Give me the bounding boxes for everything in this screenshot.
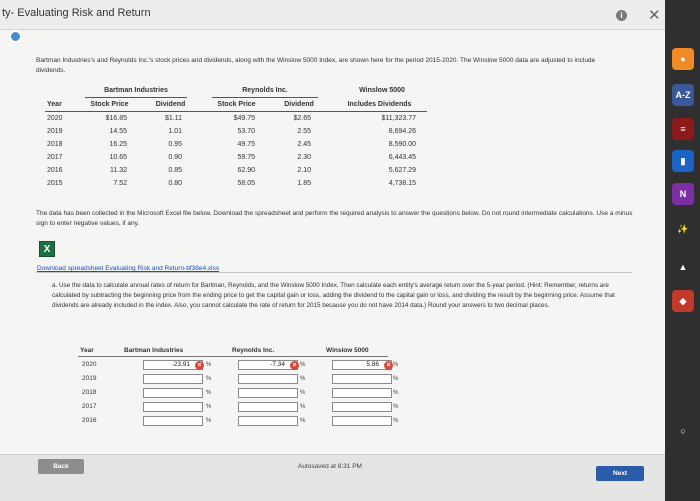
grades-app-icon[interactable]: ≡ <box>672 118 694 140</box>
table-cell: 5,627.29 <box>388 167 416 174</box>
incorrect-icon: × <box>290 361 299 370</box>
answer-column-header: Reynolds Inc. <box>232 347 275 354</box>
app-dock <box>665 0 700 501</box>
table-cell: 10.65 <box>109 154 127 161</box>
table-cell: 8,694.26 <box>388 128 416 135</box>
back-button[interactable]: Back <box>38 459 84 474</box>
table-cell: $11,323.77 <box>381 115 416 122</box>
table-cell: 2016 <box>47 167 63 174</box>
return-input[interactable] <box>143 402 203 412</box>
return-input[interactable] <box>238 388 298 398</box>
instructions-text: The data has been collected in the Microsoft Excel file below. Download the spreadsheet and perform the required analysis to answer the questions below. Do not round intermediate calculations. Use a minus sign to enter negative values, if any. <box>36 210 633 227</box>
header-underline <box>45 111 427 112</box>
table-cell: 58.05 <box>237 180 255 187</box>
slides-app-icon[interactable]: ▮ <box>672 150 694 172</box>
table-cell: 2.45 <box>297 141 311 148</box>
incorrect-icon: × <box>384 361 393 370</box>
return-input[interactable] <box>143 388 203 398</box>
column-header: Includes Dividends <box>347 101 412 108</box>
table-cell: 0.80 <box>168 180 182 187</box>
group-header: Winslow 5000 <box>359 87 405 94</box>
info-icon[interactable]: i <box>616 10 627 21</box>
az-app-icon[interactable]: A-Z <box>672 84 694 106</box>
percent-unit: % <box>393 418 399 424</box>
table-cell: 14.55 <box>109 128 127 135</box>
percent-unit: % <box>393 362 399 368</box>
table-cell: 2018 <box>47 141 63 148</box>
window-title-bar <box>0 0 665 30</box>
percent-unit: % <box>300 362 306 368</box>
table-cell: 1.01 <box>168 128 182 135</box>
table-cell: $2.65 <box>293 115 311 122</box>
percent-unit: % <box>393 404 399 410</box>
percent-unit: % <box>393 390 399 396</box>
rss-app-icon[interactable]: ● <box>672 48 694 70</box>
onenote-app-icon[interactable]: N <box>672 183 694 205</box>
table-cell: 2019 <box>47 128 63 135</box>
return-input[interactable] <box>238 416 298 426</box>
percent-unit: % <box>206 376 212 382</box>
status-dot-icon <box>9 30 22 43</box>
footer-bar <box>0 454 665 501</box>
column-header: Stock Price <box>217 101 256 108</box>
percent-unit: % <box>300 390 306 396</box>
return-input[interactable] <box>143 416 203 426</box>
table-cell: $16.85 <box>105 115 127 122</box>
autosave-status: Autosaved at 8:31 PM <box>298 463 362 470</box>
column-header: Year <box>47 101 62 108</box>
percent-unit: % <box>206 418 212 424</box>
table-cell: 2020 <box>47 115 63 122</box>
table-cell: $49.75 <box>233 115 255 122</box>
percent-unit: % <box>206 390 212 396</box>
table-cell: 0.90 <box>168 154 182 161</box>
table-cell: 49.75 <box>237 141 255 148</box>
table-cell: 1.85 <box>297 180 311 187</box>
table-cell: 2015 <box>47 180 63 187</box>
column-header: Stock Price <box>90 101 129 108</box>
return-input[interactable] <box>332 416 392 426</box>
circle-app-icon[interactable]: ○ <box>672 420 694 442</box>
return-input[interactable] <box>332 388 392 398</box>
question-a-text: a. Use the data to calculate annual rates of return for Bartman, Reynolds, and the Winslow 5000 Index. Then calculate each entity's average return over the 5-year period. (Hint: Remember, returns are calculated by subtracting the beginning price from the ending price to get the capital gain or loss, adding the dividend to the capital gain or loss, and dividing the result by the beginning price. Assume that dividends are already included in the index. Also, you cannot calculate the rate of return for 2015 because you do not have 2014 data.) Round your answers to two decimal places. <box>52 282 615 309</box>
table-cell: 6,443.45 <box>388 154 416 161</box>
group-header: Reynolds Inc. <box>242 87 288 94</box>
table-cell: 0.85 <box>168 167 182 174</box>
table-cell: 4,738.15 <box>388 180 416 187</box>
answer-row-year: 2020 <box>82 361 97 368</box>
group-header: Bartman Industries <box>104 87 168 94</box>
percent-unit: % <box>206 404 212 410</box>
percent-unit: % <box>393 376 399 382</box>
column-header: Dividend <box>155 101 186 108</box>
game-app-icon[interactable]: ◆ <box>672 290 694 312</box>
table-cell: 11.32 <box>110 167 127 174</box>
download-spreadsheet-link[interactable]: Download spreadsheet Evaluating Risk and Return-bf38e4.xlsx <box>37 265 220 272</box>
percent-unit: % <box>206 362 212 368</box>
table-cell: 7.52 <box>113 180 127 187</box>
return-input[interactable] <box>332 374 392 384</box>
drive-app-icon[interactable]: ▲ <box>672 256 694 278</box>
table-cell: 53.70 <box>237 128 255 135</box>
return-input[interactable]: -7.34 <box>238 360 298 370</box>
table-cell: 8,590.00 <box>388 141 416 148</box>
percent-unit: % <box>300 376 306 382</box>
answer-header-underline <box>78 356 388 357</box>
group-underline <box>212 97 318 98</box>
return-input[interactable]: -23.91 <box>143 360 203 370</box>
answer-column-header: Bartman Industries <box>124 347 184 354</box>
incorrect-icon: × <box>195 361 204 370</box>
table-cell: 2017 <box>47 154 63 161</box>
table-cell: 0.95 <box>168 141 182 148</box>
return-input[interactable] <box>143 374 203 384</box>
answer-row-year: 2019 <box>82 375 97 382</box>
table-cell: 2.10 <box>297 167 311 174</box>
sparkle-app-icon[interactable]: ✨ <box>672 218 694 240</box>
group-underline <box>85 97 187 98</box>
return-input[interactable] <box>238 374 298 384</box>
column-header: Dividend <box>284 101 314 108</box>
table-cell: 2.30 <box>297 154 311 161</box>
return-input[interactable] <box>332 402 392 412</box>
status-subbar <box>0 30 665 44</box>
main-content <box>0 44 665 454</box>
window-title: ty- Evaluating Risk and Return <box>2 7 151 19</box>
answer-column-header: Winslow 5000 <box>326 347 369 354</box>
percent-unit: % <box>300 404 306 410</box>
answer-row-year: 2016 <box>82 417 97 424</box>
return-input[interactable] <box>238 402 298 412</box>
divider <box>36 272 632 273</box>
next-button[interactable]: Next <box>596 466 644 481</box>
answer-column-header: Year <box>80 347 94 354</box>
table-cell: $1.11 <box>165 115 182 122</box>
answer-row-year: 2017 <box>82 403 97 410</box>
percent-unit: % <box>300 418 306 424</box>
intro-text: Bartman Industries's and Reynolds Inc.'s stock prices and dividends, along with the Winslow 5000 Index, are shown here for the period 2015-2020. The Winslow 5000 data are adjusted to include dividends. <box>36 57 596 74</box>
excel-file-icon[interactable]: X <box>39 241 55 257</box>
table-cell: 16.25 <box>109 141 127 148</box>
close-icon[interactable]: ✕ <box>648 7 661 24</box>
table-cell: 2.55 <box>297 128 311 135</box>
return-input[interactable]: 5.86 <box>332 360 392 370</box>
answer-row-year: 2018 <box>82 389 97 396</box>
table-cell: 62.90 <box>237 167 255 174</box>
table-cell: 59.75 <box>237 154 255 161</box>
